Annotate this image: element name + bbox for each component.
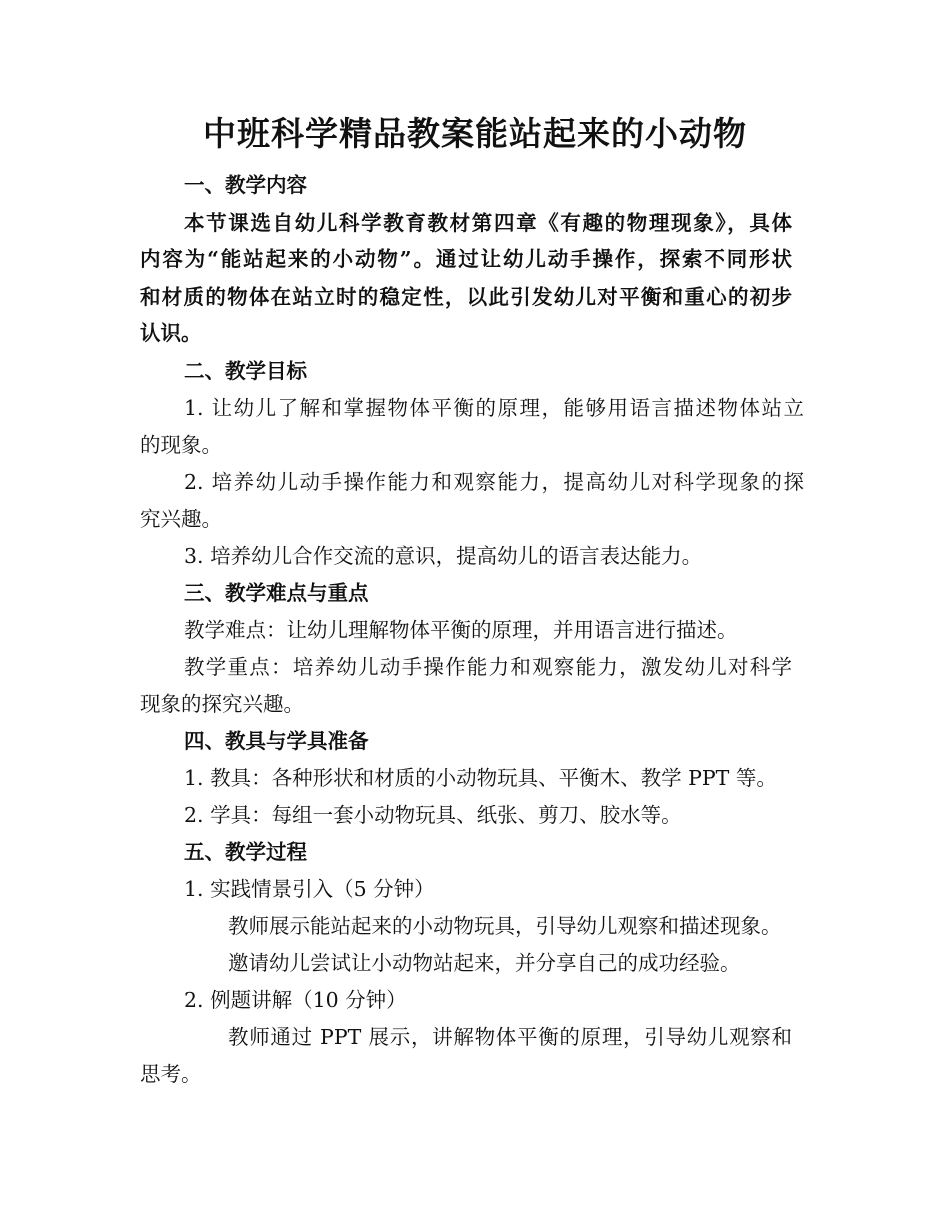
process-step-label: 2. 例题讲解（10 分钟）	[184, 988, 407, 1012]
content-paragraph-line: 认识。	[140, 321, 202, 345]
section-heading-difficulties: 三、教学难点与重点	[184, 581, 369, 605]
process-step-line: 思考。	[140, 1062, 202, 1086]
material-item: 2. 学具：每组一套小动物玩具、纸张、剪刀、胶水等。	[184, 803, 682, 827]
section-heading-materials: 四、教具与学具准备	[184, 729, 369, 753]
process-step-label: 1. 实践情景引入（5 分钟）	[184, 877, 435, 901]
difficulty-line: 教学难点：让幼儿理解物体平衡的原理，并用语言进行描述。	[184, 618, 738, 642]
section-heading-content: 一、教学内容	[184, 173, 307, 197]
document-title: 中班科学精品教案能站起来的小动物	[203, 114, 747, 153]
goal-item-line: 1. 让幼儿了解和掌握物体平衡的原理，能够用语言描述物体站立	[184, 396, 804, 420]
goal-item-line: 究兴趣。	[140, 507, 222, 531]
focus-line: 教学重点：培养幼儿动手操作能力和观察能力，激发幼儿对科学	[184, 655, 792, 679]
process-step-line: 邀请幼儿尝试让小动物站起来，并分享自己的成功经验。	[228, 951, 741, 975]
goal-item-line: 3. 培养幼儿合作交流的意识，提高幼儿的语言表达能力。	[184, 544, 703, 568]
content-paragraph-line: 和材质的物体在站立时的稳定性，以此引发幼儿对平衡和重心的初步	[140, 285, 792, 309]
goal-item-line: 2. 培养幼儿动手操作能力和观察能力，提高幼儿对科学现象的探	[184, 470, 804, 494]
process-step-line: 教师展示能站起来的小动物玩具，引导幼儿观察和描述现象。	[228, 914, 782, 938]
material-item: 1. 教具：各种形状和材质的小动物玩具、平衡木、教学 PPT 等。	[184, 766, 777, 790]
section-heading-process: 五、教学过程	[184, 840, 307, 864]
process-step-line: 教师通过 PPT 展示，讲解物体平衡的原理，引导幼儿观察和	[228, 1025, 792, 1049]
content-paragraph-line: 本节课选自幼儿科学教育教材第四章《有趣的物理现象》，具体	[184, 211, 792, 235]
section-heading-goals: 二、教学目标	[184, 359, 307, 383]
focus-line: 现象的探究兴趣。	[140, 692, 304, 716]
goal-item-line: 的现象。	[140, 433, 222, 457]
content-paragraph-line: 内容为“能站起来的小动物”。通过让幼儿动手操作，探索不同形状	[140, 247, 792, 271]
